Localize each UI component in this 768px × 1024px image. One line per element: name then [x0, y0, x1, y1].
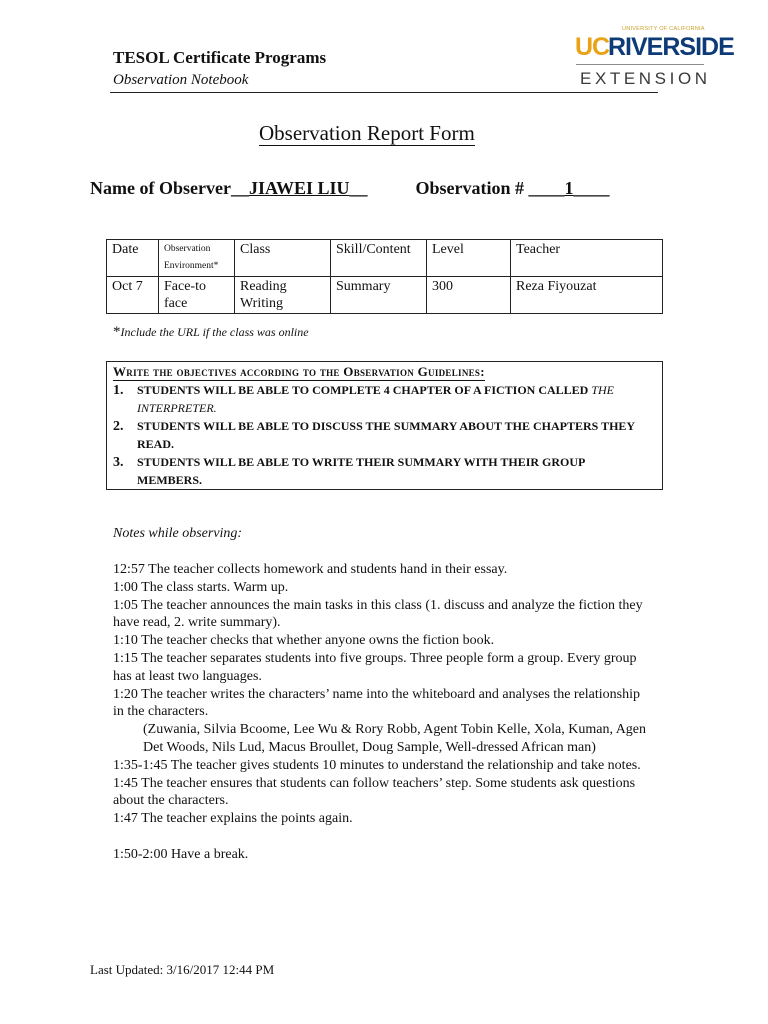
note-entry: 12:57 The teacher collects homework and students hand in their essay. [113, 562, 508, 577]
header-class: Class [235, 240, 331, 277]
observer-line [90, 178, 610, 199]
ucr-extension-logo [574, 24, 734, 92]
note-entry: 1:20 The teacher writes the characters’ name into the whiteboard and analyses the relationship in the characters. [113, 686, 641, 720]
cell-environment: Face-to face [159, 277, 235, 314]
cell-class [235, 277, 331, 314]
cell-skill: Summary [331, 277, 427, 314]
header-level: Level [427, 240, 511, 277]
observation-label: Observation # [415, 178, 524, 198]
objectives-heading: Write the objectives according to the Observation Guidelines: [113, 364, 485, 379]
header-skill: Skill/Content [331, 240, 427, 277]
header-date: Date [107, 240, 159, 277]
cell-class-line2: Writing [240, 296, 283, 311]
notes-body [113, 561, 653, 864]
note-entry: 1:10 The teacher checks that whether anyone owns the fiction book. [113, 633, 495, 649]
objective-text: STUDENTS WILL BE ABLE TO WRITE THEIR SUMMARY WITH THEIR GROUP MEMBERS. [137, 455, 585, 487]
table-row [107, 277, 663, 314]
logo-riverside: RIVERSIDE [608, 33, 734, 61]
observation-prefix: ____ [528, 178, 565, 198]
objective-number: 3. [113, 455, 124, 470]
objective-text: STUDENTS WILL BE ABLE TO DISCUSS THE SUMMARY ABOUT THE CHAPTERS THEY READ. [137, 419, 635, 451]
note-entry: 1:00 The class starts. Warm up. [113, 579, 289, 595]
notes-spacer [113, 828, 653, 846]
note-entry: 1:35-1:45 The teacher gives students 10 minutes to understand the relationship and take notes. [113, 757, 641, 773]
notebook-subtitle: Observation Notebook [113, 72, 249, 88]
last-updated: Last Updated: 3/16/2017 12:44 PM [90, 962, 275, 977]
note-entry: 1:05 The teacher announces the main tasks in this class (1. discuss and analyze the fiction they have read, 2. write summary). [113, 597, 643, 631]
url-note-asterisk: * [113, 324, 121, 340]
cell-date: Oct 7 [107, 277, 159, 314]
objectives-list [113, 382, 649, 490]
table-header-row [107, 240, 663, 277]
note-entry: 1:50-2:00 Have a break. [113, 846, 249, 862]
cell-teacher: Reza Fiyouzat [511, 277, 663, 314]
observer-suffix: __ [349, 178, 368, 198]
observation-number: 1 [564, 178, 574, 198]
logo-extension: EXTENSION [580, 69, 711, 88]
objective-text: STUDENTS WILL BE ABLE TO COMPLETE 4 CHAPTER OF A FICTION CALLED [137, 383, 592, 397]
cell-class-line1: Reading [240, 279, 287, 294]
observer-prefix: __ [230, 178, 249, 198]
note-entry: 1:15 The teacher separates students into five groups. Three people form a group. Every group has at least two languages. [113, 650, 637, 684]
header-divider [110, 92, 658, 93]
objective-item [113, 418, 649, 453]
notes-heading: Notes while observing: [113, 526, 243, 541]
objective-number: 2. [113, 419, 124, 434]
note-entry: 1:47 The teacher explains the points again. [113, 811, 353, 827]
note-entry: 1:45 The teacher ensures that students can follow teachers’ step. Some students ask questions about the characters. [113, 775, 636, 809]
note-entry-characters: (Zuwania, Silvia Bcoome, Lee Wu & Rory Robb, Agent Tobin Kelle, Xola, Kuman, Agen Det Woods, Nils Lud, Macus Broullet, Doug Sample, Well-dressed African man) [143, 722, 647, 755]
objective-item [113, 382, 649, 417]
header-environment: Observation Environment* [159, 240, 235, 277]
logo-divider [576, 64, 704, 65]
url-note-text: Include the URL if the class was online [120, 325, 309, 339]
logo-uc: UC [575, 33, 610, 61]
logo-university-line: UNIVERSITY OF CALIFORNIA [622, 26, 705, 32]
program-title: TESOL Certificate Programs [113, 48, 327, 67]
objective-item [113, 454, 649, 489]
form-title: Observation Report Form [259, 121, 475, 145]
observer-name: JIAWEI LIU [248, 178, 350, 198]
observer-label: Name of Observer [90, 178, 231, 198]
header-teacher: Teacher [511, 240, 663, 277]
objectives-box [106, 361, 663, 490]
cell-level: 300 [427, 277, 511, 314]
objective-book-title: THE INTERPRETER. [137, 383, 615, 415]
observation-suffix: ____ [573, 178, 610, 198]
url-note [113, 324, 309, 341]
objective-number: 1. [113, 383, 124, 398]
observation-info-table [106, 239, 663, 314]
